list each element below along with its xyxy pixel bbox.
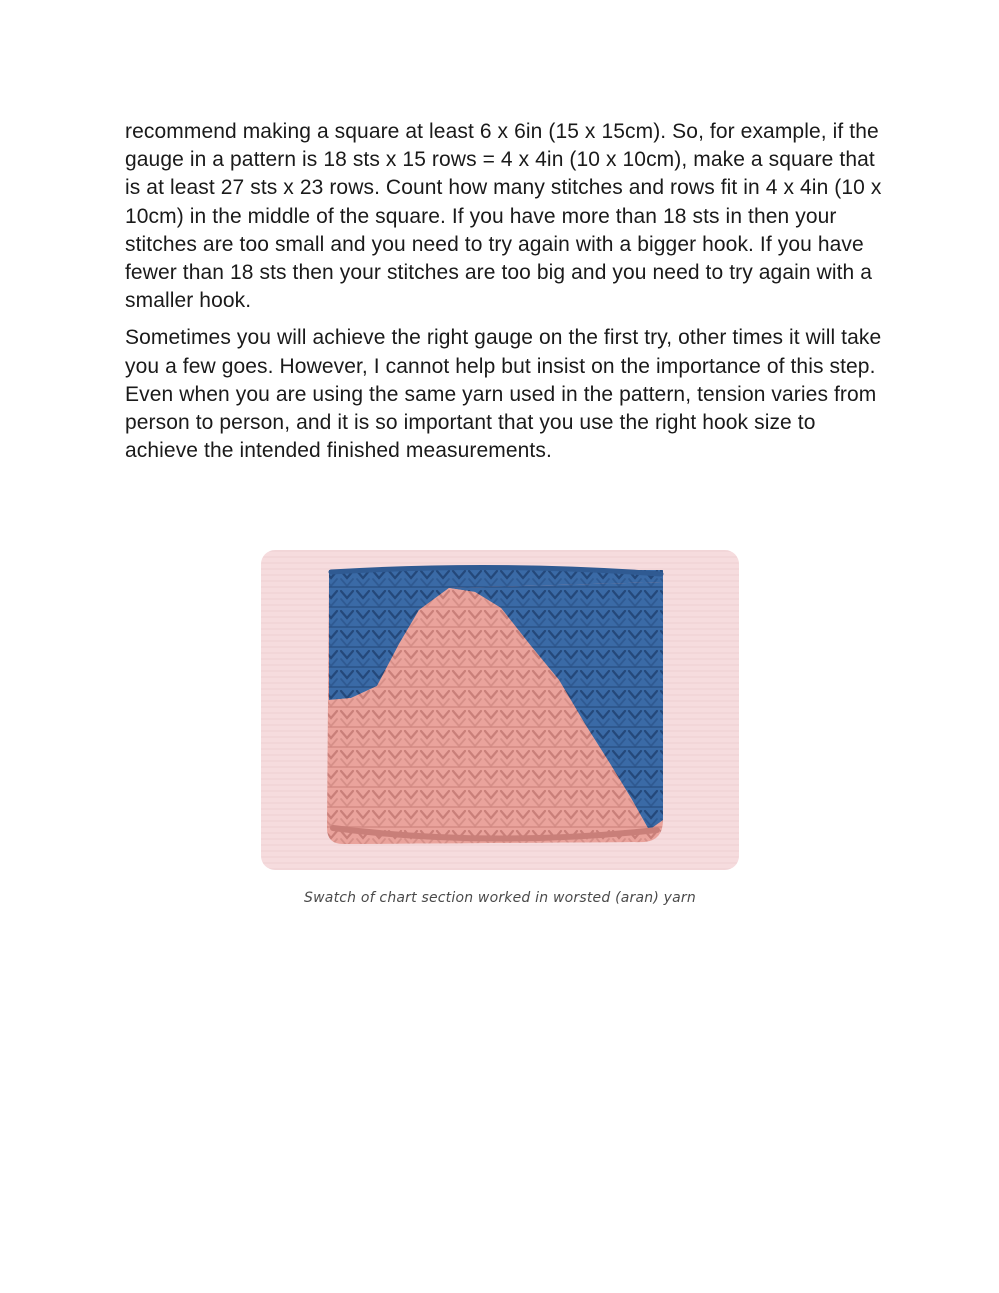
paragraph-gauge-square: recommend making a square at least 6 x 6in (15 x 15cm). So, for example, if the gauge in a pattern is 18 sts x 15 rows = 4 x 4in (10 x 10cm), make a square that is at least 27 sts x 23 rows. Count how many stitches and rows fit in 4 x 4in (10 x 10cm) in the middle of the square. If you have more than 18 sts in then your stitches are too small and you need to try again with a bigger hook. If you have fewer than 18 sts then your stitches are too big and you need to try again with a smaller hook.	[125, 120, 882, 313]
paragraph-importance: Sometimes you will achieve the right gauge on the first try, other times it will take you a few goes. However, I cannot help but insist on the importance of this step. Even when you are using the same yarn used in the pattern, tension varies from person to person, and it is so important that you use the right hook size to achieve the intended finished measurements.	[125, 326, 882, 463]
swatch-photo	[259, 548, 741, 872]
body-text	[125, 118, 885, 465]
swatch-illustration	[259, 548, 741, 872]
figure-caption: Swatch of chart section worked in worsted (aran) yarn	[304, 890, 696, 906]
